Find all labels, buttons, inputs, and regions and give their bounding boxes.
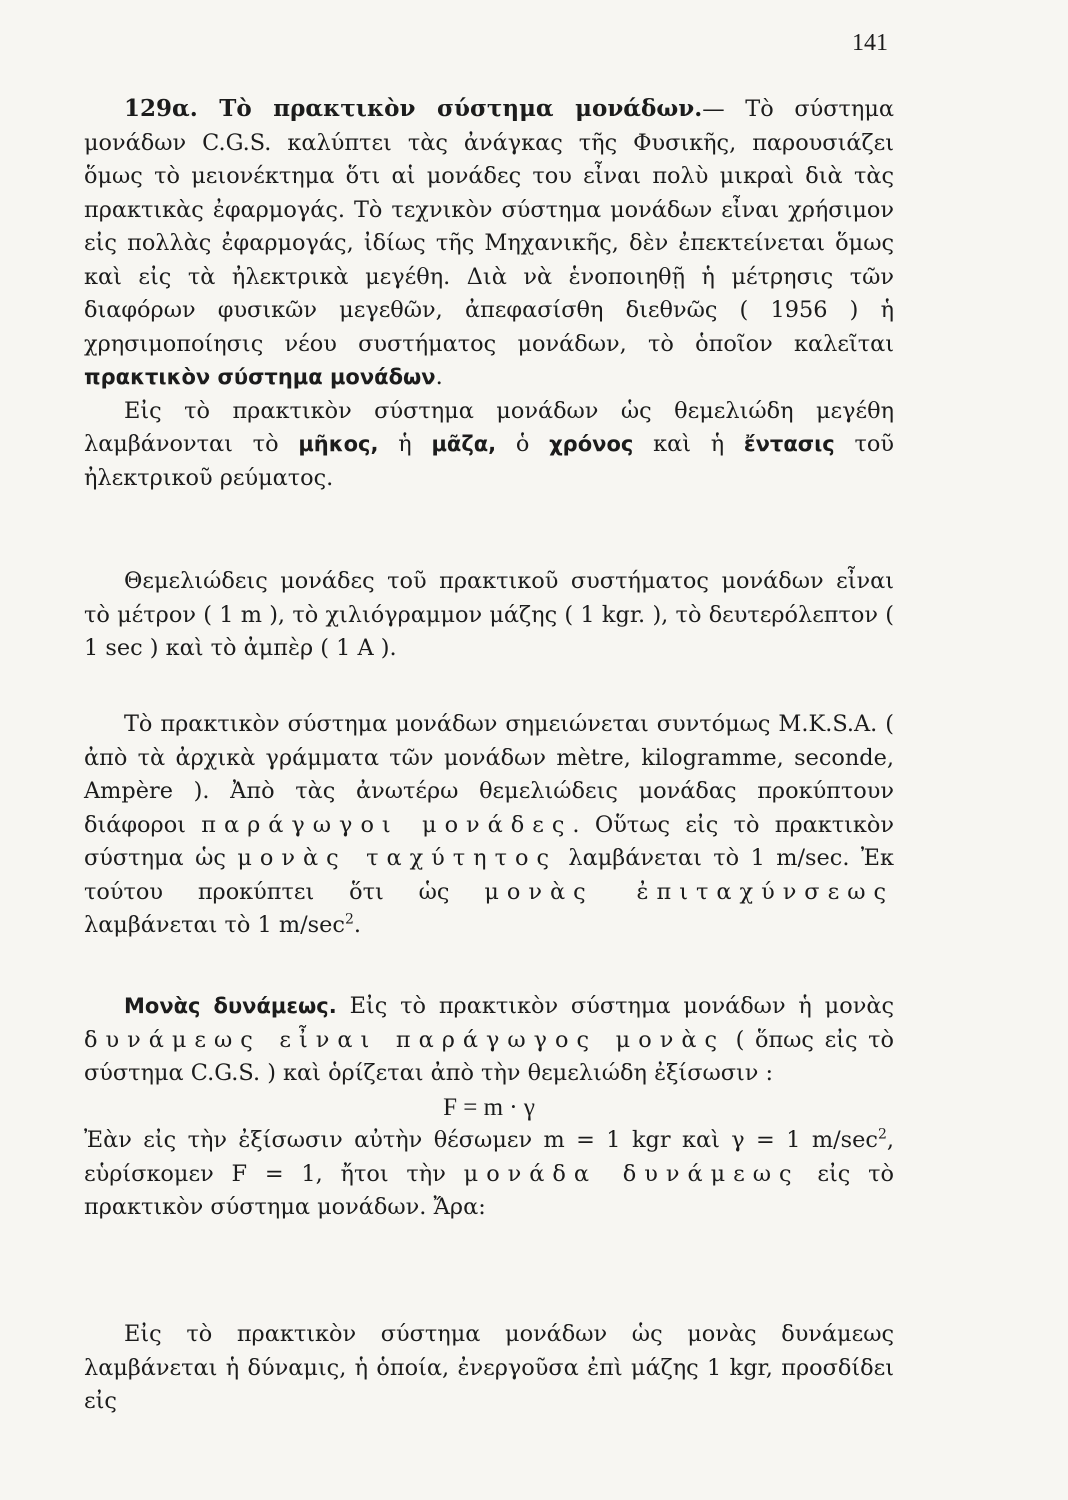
spaced-term: παράγωγοι μονάδες: [201, 811, 573, 838]
section-129a-paragraph: 129α. Τὸ πρακτικὸν σύστημα μονάδων.— Τὸ σύστημα μονάδων C.G.S. καλύπτει τὰς ἀνάγκας τῆς Φυσικῆς, παρουσιάζει ὅμως τὸ μειονέκτημα ὅτι αἱ μονάδες του εἶναι πολὺ μικραὶ διὰ τὰς πρακτικὰς ἐφαρμογάς. Τὸ τεχνικὸν σύστημα μονάδων εἶναι χρήσιμον εἰς πολλὰς ἐφαρμογάς, ἰδίως τῆς Μηχανικῆς, δὲν ἐπεκτείνεται ὅμως καὶ εἰς τὰ ἠλεκτρικὰ μεγέθη. Διὰ νὰ ἑνοποιηθῇ ἡ μέτρησις τῶν διαφόρων φυσικῶν μεγεθῶν, ἀπεφασίσθη διεθνῶς ( 1956 ) ἡ χρησιμοποίησις νέου συστήματος μονάδων, τὸ ὁποῖον καλεῖται πρακτικὸν σύστημα μονάδων.: [84, 95, 894, 390]
section-title: Μονὰς δυνάμεως.: [124, 994, 337, 1018]
page-number: 141: [852, 30, 888, 56]
spaced-term: μονὰς ταχύτητος: [237, 845, 557, 871]
bold-term: πρακτικὸν σύστημα μονάδων: [84, 365, 436, 389]
equation: F = m · γ: [443, 1093, 535, 1121]
spaced-term: μονάδα δυνάμεως: [463, 1160, 800, 1187]
bold-term: ἔντασις: [743, 432, 835, 456]
section-force-unit: Μονὰς δυνάμεως. Εἰς τὸ πρακτικὸν σύστημα μονάδων ἡ μονὰς δυνάμεως εἶναι παράγωγος μονὰς ( ὅπως εἰς τὸ σύστημα C.G.S. ) καὶ ὁρίζεται ἀπὸ τὴν θεμελιώδη ἐξίσωσιν : F = m · γ Ἐὰν εἰς τὴν ἐξίσωσιν αὐτὴν θέσωμεν m = 1 kgr καὶ γ = 1 $m/\sec^2$, εὑρίσκομεν F = 1, ἤτοι τὴν μονάδα δυνάμεως εἰς τὸ πρακτικὸν σύστημα μονάδων. Ἄρα:: [84, 993, 894, 1220]
paragraph-mksa: Τὸ πρακτικὸν σύστημα μονάδων σημειώνεται συντόμως M.K.S.A. ( ἀπὸ τὰ ἀρχικὰ γράμματα τῶν μονάδων mètre, kilogramme, seconde, Ampère ). Ἀπὸ τὰς ἀνωτέρω θεμελιώδεις μονάδας προκύπτουν διάφοροι παράγωγοι μονάδες. Οὕτως εἰς τὸ πρακτικὸν σύστημα ὡς μονὰς ταχύτητος λαμβάνεται τὸ 1 m/sec. Ἐκ τούτου προκύπτει ὅτι ὡς μονὰς ἐπιταχύνσεως λαμβάνεται τὸ 1 $m/\sec^2$.: [84, 711, 894, 938]
paragraph-force-definition: Εἰς τὸ πρακτικὸν σύστημα μονάδων ὡς μονὰς δυνάμεως λαμβάνεται ἡ δύναμις, ἡ ὁποία, ἐνεργοῦσα ἐπὶ μάζης 1 kgr, προσδίδει εἰς: [84, 1321, 894, 1414]
bold-term: μῆκος,: [298, 432, 379, 456]
bold-term: μᾶζα,: [431, 432, 497, 456]
paragraph-fundamental-quantities: Εἰς τὸ πρακτικὸν σύστημα μονάδων ὡς θεμελιώδη μεγέθη λαμβάνονται τὸ μῆκος, ἡ μᾶζα, ὁ χρόνος καὶ ἡ ἔντασις τοῦ ἠλεκτρικοῦ ρεύματος.: [84, 397, 894, 491]
spaced-term: μονὰς ἐπιταχύνσεως: [484, 878, 894, 905]
section-title: 129α. Τὸ πρακτικὸν σύστημα μονάδων.: [124, 95, 703, 122]
section-129a: [84, 92, 894, 495]
spaced-term: δυνάμεως εἶναι παράγωγος μονὰς: [84, 1026, 725, 1053]
bold-term: χρόνος: [549, 432, 634, 456]
paragraph-fundamental-units: Θεμελιώδεις μονάδες τοῦ πρακτικοῦ συστήματος μονάδων εἶναι τὸ μέτρον ( 1 m ), τὸ χιλιόγραμμον μάζης ( 1 kgr. ), τὸ δευτερόλεπτον ( 1 sec ) καὶ τὸ ἀμπὲρ ( 1 A ).: [84, 568, 894, 661]
